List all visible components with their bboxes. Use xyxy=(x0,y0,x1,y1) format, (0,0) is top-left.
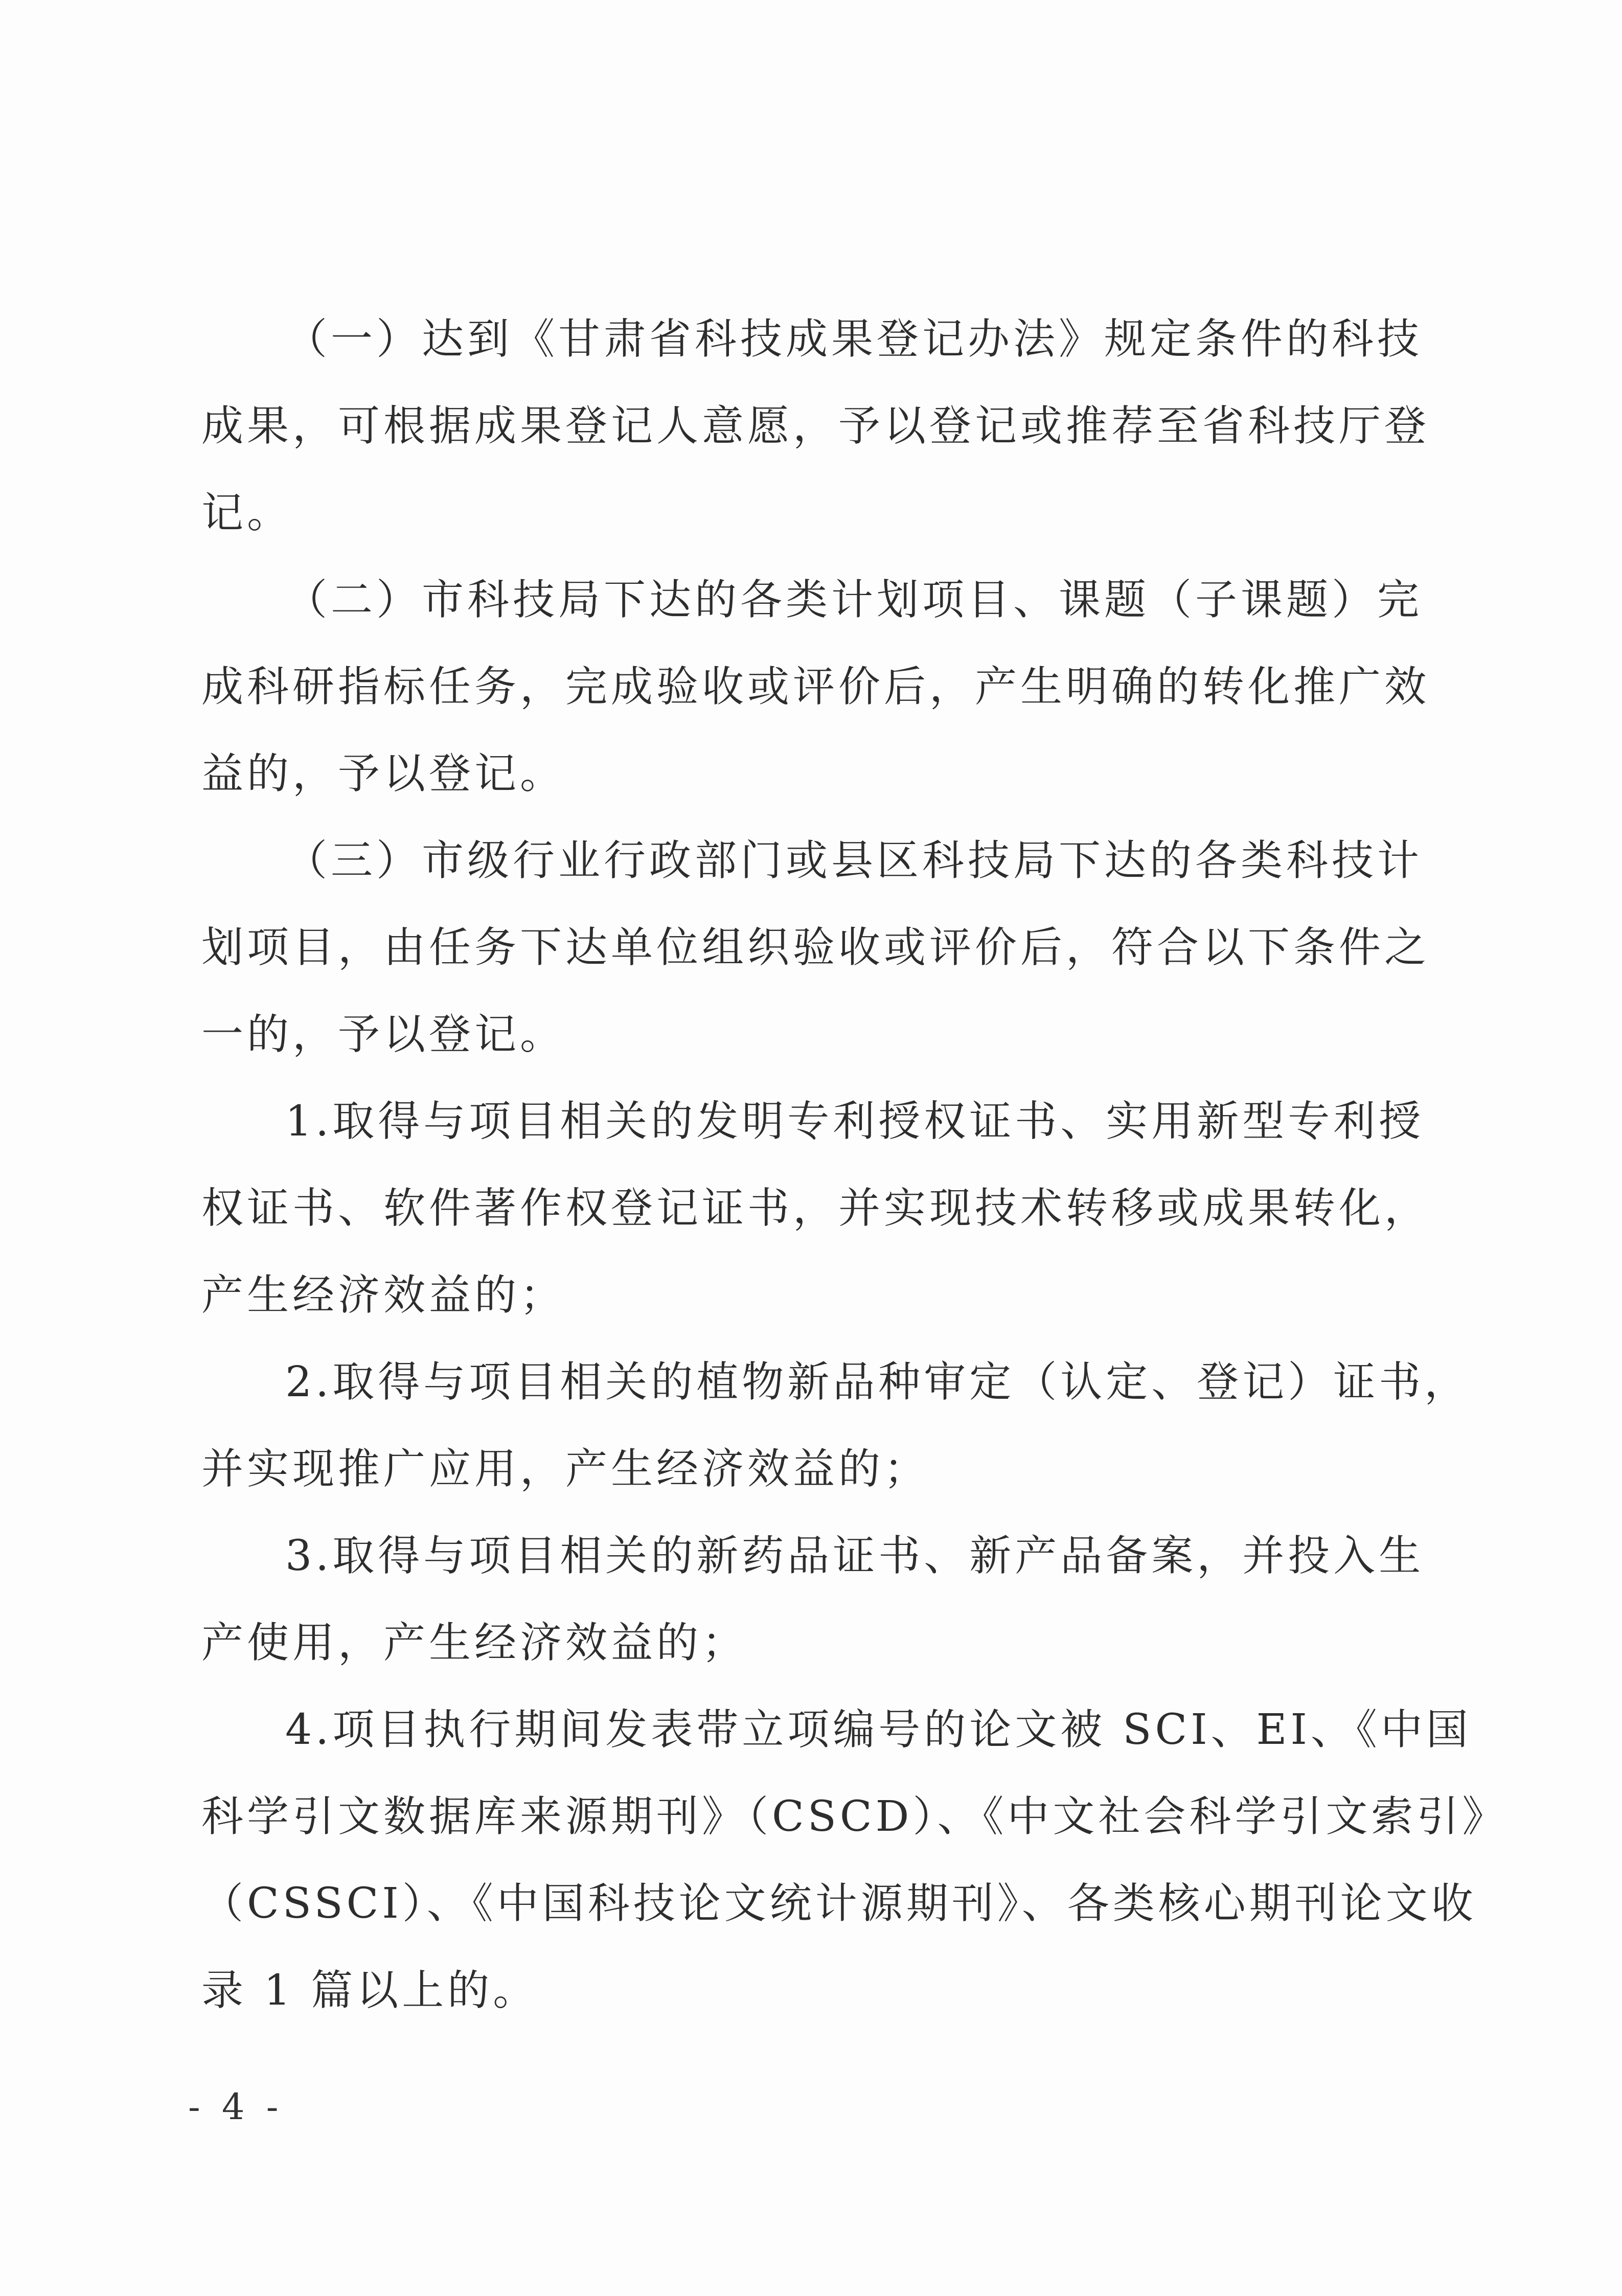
text-line: （三）市级行业行政部门或县区科技局下达的各类科技计 xyxy=(285,836,1423,885)
text-line: 益的，予以登记。 xyxy=(201,749,566,798)
text-line: 成科研指标任务，完成验收或评价后，产生明确的转化推广效 xyxy=(201,663,1430,711)
text-line: 录 1 篇以上的。 xyxy=(201,1966,539,2015)
text-line: 一的，予以登记。 xyxy=(201,1010,566,1059)
text-line: （一）达到《甘肃省科技成果登记办法》规定条件的科技 xyxy=(285,315,1423,363)
text-line: （CSSCI）、《中国科技论文统计源期刊》、各类核心期刊论文收 xyxy=(201,1879,1477,1928)
text-line: 产生经济效益的； xyxy=(201,1271,566,1320)
text-line: 4.项目执行期间发表带立项编号的论文被 SCI、EI、《中国 xyxy=(285,1706,1472,1754)
text-line: 记。 xyxy=(201,489,293,537)
text-line: 划项目，由任务下达单位组织验收或评价后，符合以下条件之 xyxy=(201,923,1430,972)
text-line: 科学引文数据库来源期刊》（CSCD）、《中文社会科学引文索引》 xyxy=(201,1792,1508,1841)
text-line: 3.取得与项目相关的新药品证书、新产品备案，并投入生 xyxy=(285,1532,1425,1580)
page-number: - 4 - xyxy=(188,2086,284,2128)
text-line: 并实现推广应用，产生经济效益的； xyxy=(201,1445,930,1493)
text-line: 2.取得与项目相关的植物新品种审定（认定、登记）证书， xyxy=(285,1358,1470,1406)
text-line: （二）市科技局下达的各类计划项目、课题（子课题）完 xyxy=(285,576,1423,624)
document-body xyxy=(201,296,1508,2034)
text-line: 产使用，产生经济效益的； xyxy=(201,1619,748,1667)
text-line: 成果，可根据成果登记人意愿，予以登记或推荐至省科技厅登 xyxy=(201,402,1430,450)
text-line: 权证书、软件著作权登记证书，并实现技术转移或成果转化， xyxy=(201,1184,1430,1233)
text-line: 1.取得与项目相关的发明专利授权证书、实用新型专利授 xyxy=(285,1097,1425,1146)
